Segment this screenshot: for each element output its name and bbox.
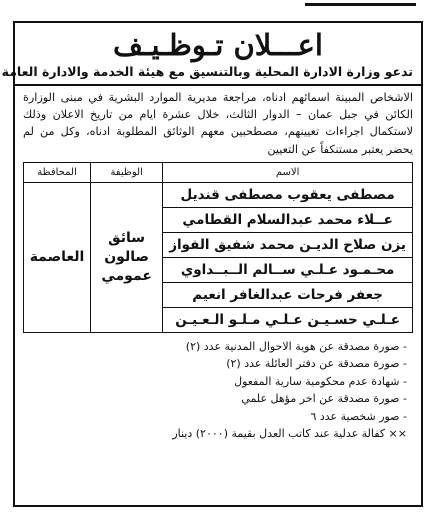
required-documents-list xyxy=(23,338,413,443)
appointee-name: محـمـود عـلـي ســالم الــبــداوي xyxy=(163,257,413,282)
list-item: - صورة مصدقة عن هوية الاحوال المدنية عدد (٢) xyxy=(185,339,407,353)
appointees-table xyxy=(23,162,413,333)
list-item: - صور شخصية عدد ٦ xyxy=(310,409,407,423)
table-header-row xyxy=(24,162,413,182)
announcement-title: اعـــلان تـوظـيـف xyxy=(113,28,323,62)
header-governorate: المحافظة xyxy=(24,162,91,182)
appointee-name: عــلاء محمد عبدالسلام القطامي xyxy=(163,207,413,232)
list-item: - صورة مصدقة عن اخر مؤهل علمي xyxy=(241,392,407,406)
announcement-body: الاشخاص المبينة اسمائهم ادناه، مراجعة مديرية الموارد البشرية في مبنى الوزارة الكائن في جبل عمان – الدوار الثالث، خلال عشرة ايام من تاريخ الاعلان وذلك لاستكمال اجراءات تعيينهم، مصطحبين معهم الوثائق المطلوبة ادناه، وكل من لم يحضر يعتبر مستنكفاً عن التعيين xyxy=(23,91,413,156)
appointee-name: يزن صلاح الديـن محمد شفيق الفواز xyxy=(163,232,413,257)
list-item: - صورة مصدقة عن دفتر العائلة عدد (٢) xyxy=(226,357,407,371)
job-title: سائق صالون عمومي xyxy=(91,182,163,332)
header-job: الوظيفة xyxy=(91,162,163,182)
list-item: - شهادة عدم محكومية سارية المفعول xyxy=(234,374,407,388)
governorate: العاصمة xyxy=(24,182,91,332)
announcement-subtitle: تدعو وزارة الادارة المحلية وبالتنسيق مع هيئة الخدمة والادارة العامة xyxy=(1,64,413,79)
appointee-name: جعفر فرحات عبدالغافر انعيم xyxy=(163,282,413,307)
appointee-name: عـلـي حسـيـن عـلـي مـلـو الـعـيـن xyxy=(163,307,413,332)
appointee-name: مصطفى يعقوب مصطفى قنديل xyxy=(163,182,413,207)
header-name: الاسم xyxy=(163,162,413,182)
list-item: ×× كفالة عدلية عند كاتب العدل بقيمة (٢٠٠٠) دينار xyxy=(172,427,407,441)
table-row xyxy=(24,182,413,207)
announcement-frame xyxy=(1,21,423,507)
top-rule xyxy=(305,3,416,6)
divider xyxy=(15,84,421,86)
